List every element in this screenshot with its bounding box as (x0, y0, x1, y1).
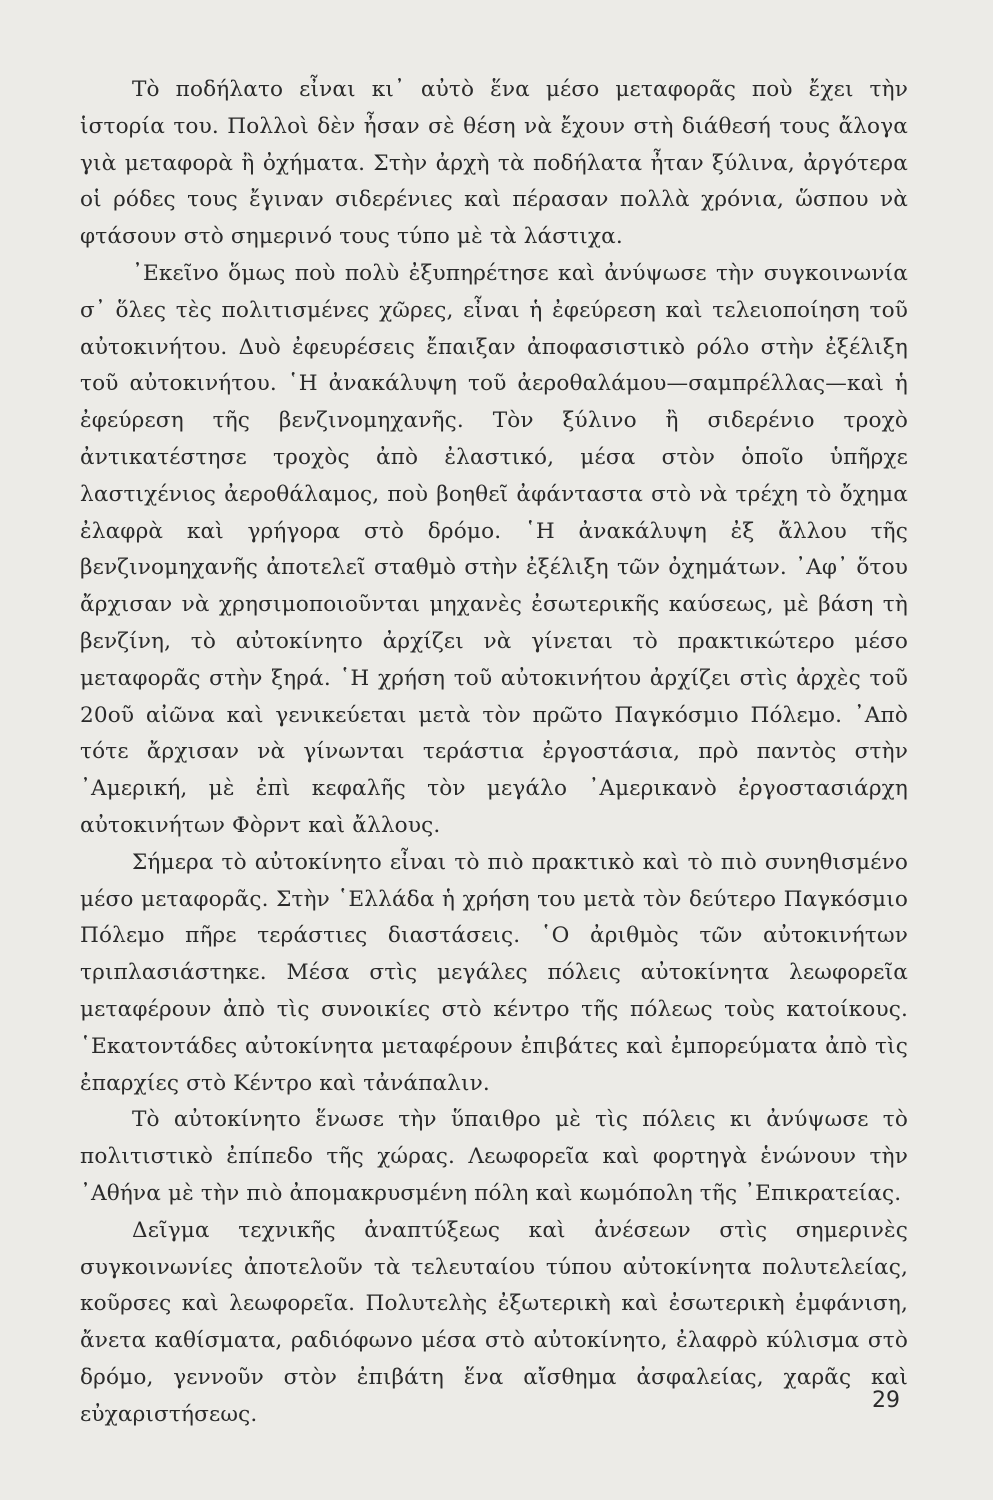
page-body (80, 72, 908, 1433)
paragraph-luxury: Δεῖγμα τεχνικῆς ἀναπτύξεως καὶ ἀνέσεων στὶς σημερινὲς συγκοινωνίες ἀποτελοῦν τὰ τελευταίου τύπου αὐτοκίνητα πολυτελείας, κοῦρσες καὶ λεωφορεῖα. Πολυτελὴς ἐξωτερικὴ καὶ ἐσωτερικὴ ἐμφάνιση, ἄνετα καθίσματα, ραδιόφωνο μέσα στὸ αὐτοκίνητο, ἐλαφρὸ κύλισμα στὸ δρόμο, γεννοῦν στὸν ἐπιβάτη ἕνα αἴσθημα ἀσφαλείας, χαρᾶς καὶ εὐχαριστήσεως. (80, 1217, 908, 1427)
page-number: 29 (872, 1388, 900, 1413)
paragraph-bicycle: Τὸ ποδήλατο εἶναι κι᾽ αὐτὸ ἕνα μέσο μεταφορᾶς ποὺ ἔχει τὴν ἱστορία του. Πολλοὶ δὲν ἦσαν σὲ θέση νὰ ἔχουν στὴ διάθεσή τους ἄλογα γιὰ μεταφορὰ ἢ ὀχήματα. Στὴν ἀρχὴ τὰ ποδήλατα ἦταν ξύλινα, ἀργότερα οἱ ρόδες τους ἔγιναν σιδερένιες καὶ πέρασαν πολλὰ χρόνια, ὥσπου νὰ φτάσουν στὸ σημερινό τους τύπο μὲ τὰ λάστιχα. (80, 77, 908, 250)
paragraph-countryside: Τὸ αὐτοκίνητο ἕνωσε τὴν ὕπαιθρο μὲ τὶς πόλεις κι ἀνύψωσε τὸ πολιτιστικὸ ἐπίπεδο τῆς χώρας. Λεωφορεῖα καὶ φορτηγὰ ἑνώνουν τὴν ᾽Αθήνα μὲ τὴν πιὸ ἀπομακρυσμένη πόλη καὶ κωμόπολη τῆς ᾽Επικρατείας. (80, 1107, 908, 1206)
paragraph-automobile-today: Σήμερα τὸ αὐτοκίνητο εἶναι τὸ πιὸ πρακτικὸ καὶ τὸ πιὸ συνηθισμένο μέσο μεταφορᾶς. Στὴν ῾Ελλάδα ἡ χρήση του μετὰ τὸν δεύτερο Παγκόσμιο Πόλεμο πῆρε τεράστιες διαστάσεις. ῾Ο ἀριθμὸς τῶν αὐτοκινήτων τριπλασιάστηκε. Μέσα στὶς μεγάλες πόλεις αὐτοκίνητα λεωφορεῖα μεταφέρουν ἀπὸ τὶς συνοικίες στὸ κέντρο τῆς πόλεως τοὺς κατοίκους. ῾Εκατοντάδες αὐτοκίνητα μεταφέρουν ἐπιβάτες καὶ ἐμπορεύματα ἀπὸ τὶς ἐπαρχίες στὸ Κέντρο καὶ τἀνάπαλιν. (80, 849, 908, 1096)
paragraph-automobile-invention: ᾽Εκεῖνο ὅμως ποὺ πολὺ ἐξυπηρέτησε καὶ ἀνύψωσε τὴν συγκοινωνία σ᾽ ὅλες τὲς πολιτισμένες χῶρες, εἶναι ἡ ἐφεύρεση καὶ τελειοποίηση τοῦ αὐτοκινήτου. Δυὸ ἐφευρέσεις ἔπαιξαν ἀποφασιστικὸ ρόλο στὴν ἐξέλιξη τοῦ αὐτοκινήτου. ῾Η ἀνακάλυψη τοῦ ἀεροθαλάμου—σαμπρέλλας—καὶ ἡ ἐφεύρεση τῆς βενζινομηχανῆς. Τὸν ξύλινο ἢ σιδερένιο τροχὸ ἀντικατέστησε τροχὸς ἀπὸ ἐλαστικό, μέσα στὸν ὁποῖο ὑπῆρχε λαστιχένιος ἀεροθάλαμος, ποὺ βοηθεῖ ἀφάνταστα στὸ νὰ τρέχη τὸ ὄχημα ἐλαφρὰ καὶ γρήγορα στὸ δρόμο. ῾Η ἀνακάλυψη ἐξ ἄλλου τῆς βενζινομηχανῆς ἀποτελεῖ σταθμὸ στὴν ἐξέλιξη τῶν ὀχημάτων. ᾽Αφ᾽ ὅτου ἄρχισαν νὰ χρησιμοποιοῦνται μηχανὲς ἐσωτερικῆς καύσεως, μὲ βάση τὴ βενζίνη, τὸ αὐτοκίνητο ἀρχίζει νὰ γίνεται τὸ πρακτικώτερο μέσο μεταφορᾶς στὴν ξηρά. ῾Η χρήση τοῦ αὐτοκινήτου ἀρχίζει στὶς ἀρχὲς τοῦ 20οῦ αἰῶνα καὶ γενικεύεται μετὰ τὸν πρῶτο Παγκόσμιο Πόλεμο. ᾽Απὸ τότε ἄρχισαν νὰ γίνωνται τεράστια ἐργοστάσια, πρὸ παντὸς στὴν ᾽Αμερική, μὲ ἐπὶ κεφαλῆς τὸν μεγάλο ᾽Αμερικανὸ ἐργοστασιάρχη αὐτοκινήτων Φὸρντ καὶ ἄλλους. (80, 260, 908, 838)
